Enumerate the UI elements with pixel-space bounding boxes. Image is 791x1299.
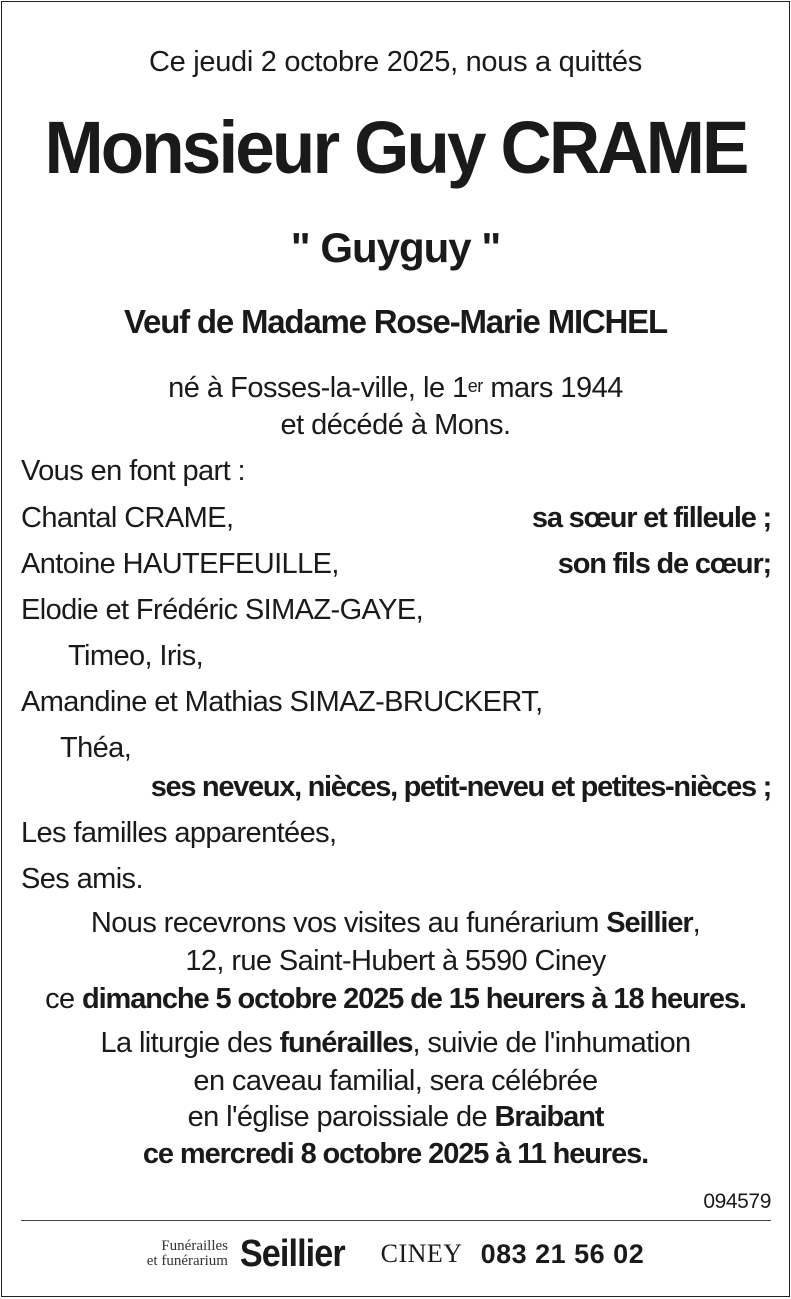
logo-name: Seillier xyxy=(239,1232,345,1275)
visit-address: 12, rue Saint-Hubert à 5590 Ciney xyxy=(185,945,606,977)
reference-number: 094579 xyxy=(703,1190,771,1213)
family-children-elodie: Timeo, Iris, xyxy=(68,640,204,672)
deceased-name: Monsieur Guy CRAME xyxy=(44,106,747,189)
funeral-date: ce mercredi 8 octobre 2025 à 11 heures. xyxy=(142,1138,649,1170)
funeral-line-1: La liturgie des funérailles, suivie de l'inhumation xyxy=(100,1027,691,1059)
funeral-line-2: en caveau familial, sera célébrée xyxy=(193,1065,598,1097)
family-member-elodie: Elodie et Frédéric SIMAZ-GAYE, xyxy=(21,594,424,626)
family-row-antoine xyxy=(21,547,771,581)
obituary-notice xyxy=(1,1,790,1297)
family-children-amandine: Théa, xyxy=(60,732,132,764)
family-heading: Vous en font part : xyxy=(21,455,245,487)
family-member-amandine: Amandine et Mathias SIMAZ-BRUCKERT, xyxy=(21,686,543,718)
visit-date: ce dimanche 5 octobre 2025 de 15 heurers à 18 heures. xyxy=(45,983,746,1015)
funeral-home-city: CINEY xyxy=(380,1239,463,1268)
family-relation: son fils de cœur; xyxy=(557,548,771,580)
widow-line: Veuf de Madame Rose-Marie MICHEL xyxy=(124,303,667,340)
funeral-home-footer xyxy=(2,1234,789,1274)
family-relation: sa sœur et filleule ; xyxy=(531,502,771,534)
family-relatives: Les familles apparentées, xyxy=(21,817,337,849)
visit-line-1: Nous recevrons vos visites au funérarium Seillier, xyxy=(90,907,701,939)
family-row-chantal xyxy=(21,501,771,535)
intro-line: Ce jeudi 2 octobre 2025, nous a quittés xyxy=(149,46,642,78)
birth-line: né à Fosses-la-ville, le 1er mars 1944 xyxy=(168,372,623,404)
birth-death-info xyxy=(2,370,789,444)
family-member: Chantal CRAME, xyxy=(21,502,234,534)
family-member: Antoine HAUTEFEUILLE, xyxy=(21,548,339,580)
funeral-line-3: en l'église paroissiale de Braibant xyxy=(187,1101,604,1133)
nickname: " Guyguy " xyxy=(290,224,501,271)
logo-subtitle: Funérailles et funérarium xyxy=(146,1238,228,1269)
funeral-home-phone: 083 21 56 02 xyxy=(480,1238,645,1269)
family-relation-nephews: ses neveux, nièces, petit-neveu et petites-nièces ; xyxy=(150,771,771,803)
death-line: et décédé à Mons. xyxy=(280,409,511,441)
funeral-home-logo xyxy=(147,1233,351,1276)
footer-divider xyxy=(21,1220,771,1221)
family-friends: Ses amis. xyxy=(21,863,143,895)
